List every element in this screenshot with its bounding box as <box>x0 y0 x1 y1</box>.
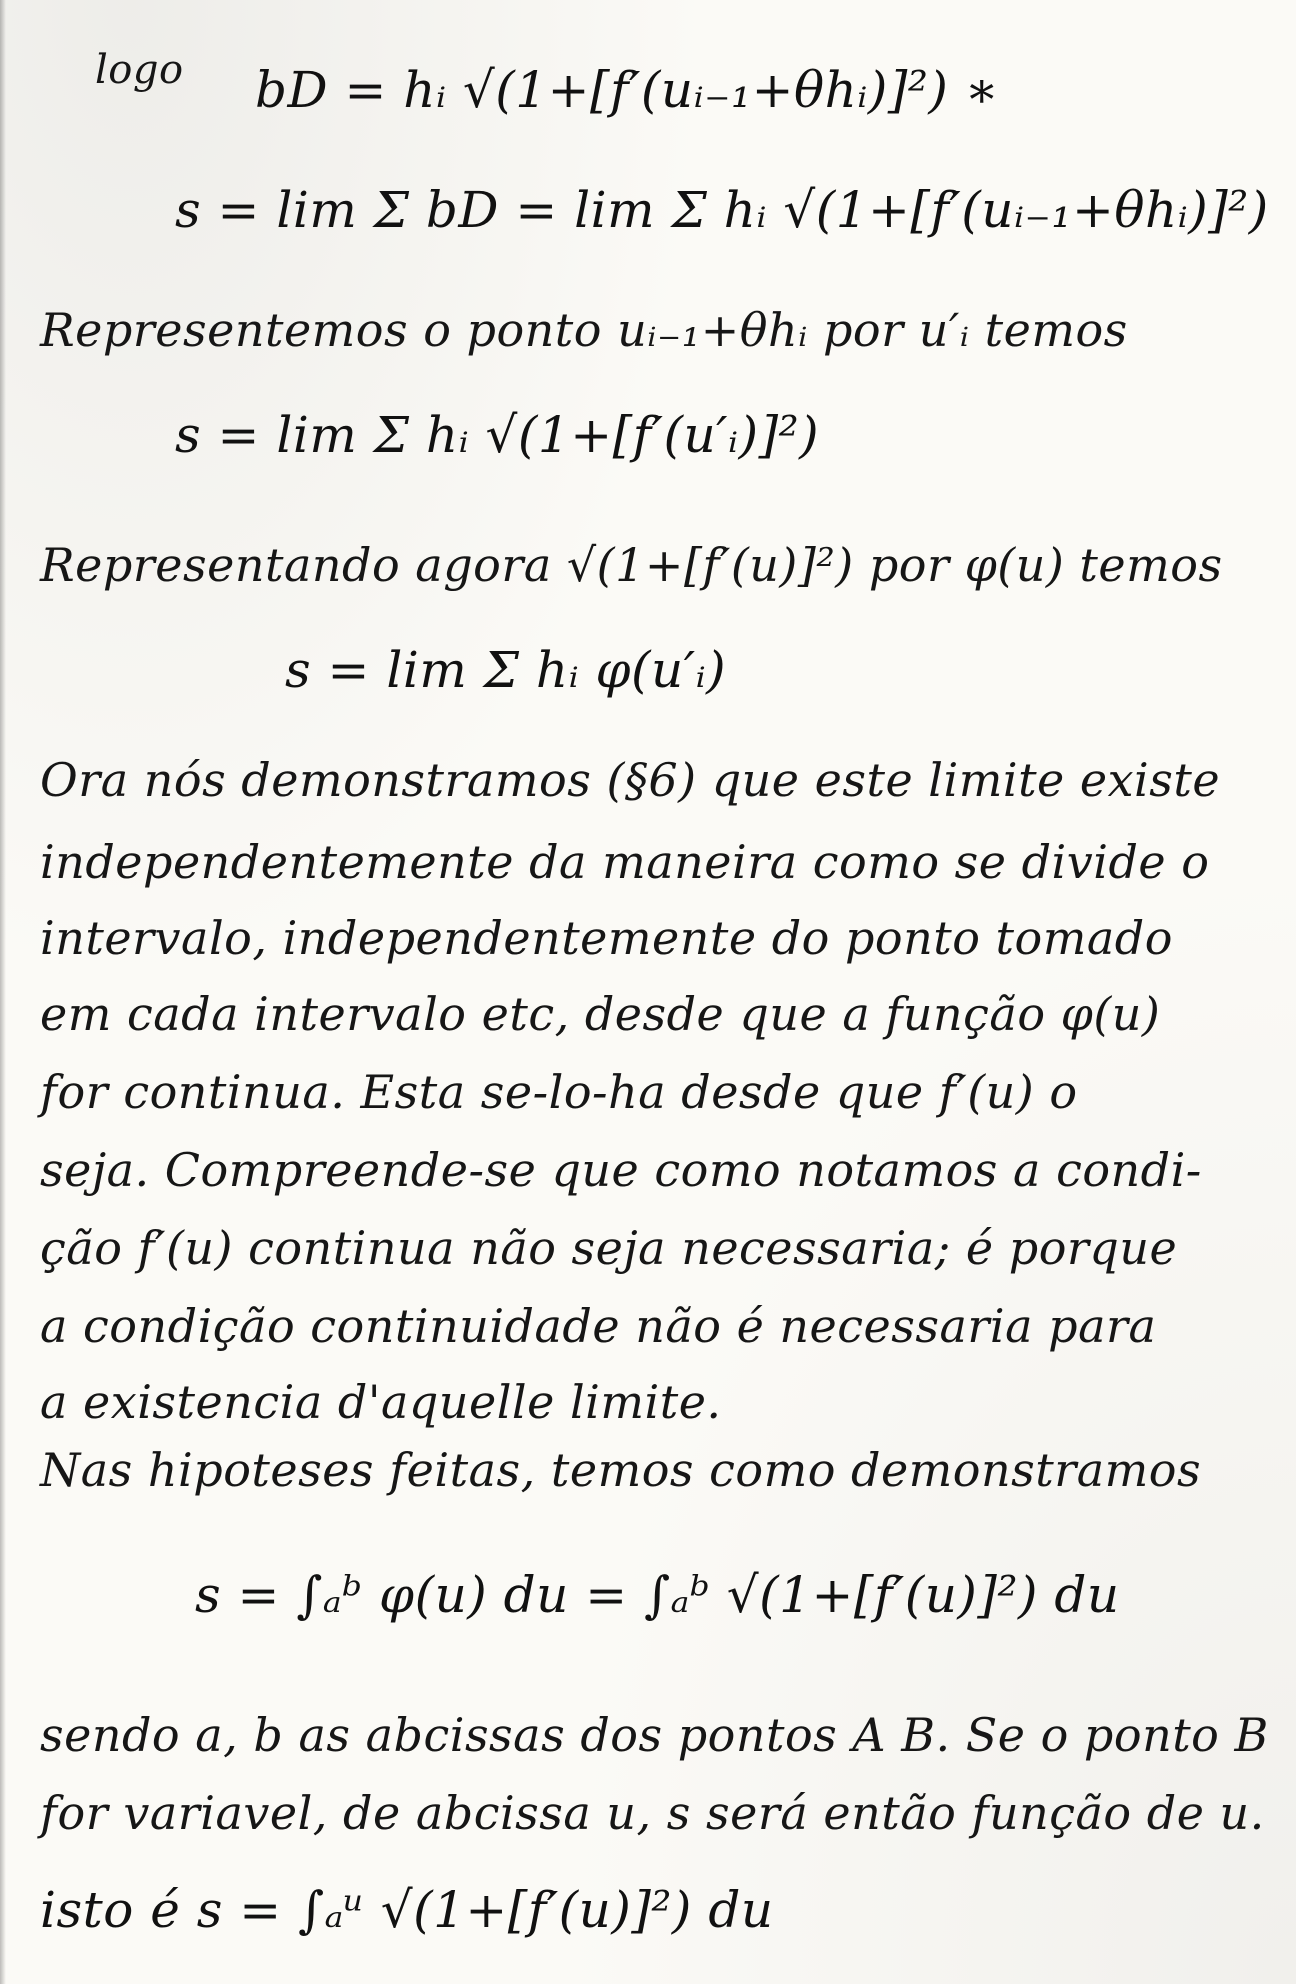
paragraph-line-09: a existencia d'aquelle limite. <box>40 1375 722 1429</box>
paragraph-line-06: seja. Compreende-se que como notamos a condi- <box>40 1143 1202 1197</box>
formula-integral-arc-length: s = ∫ₐᵇ φ(u) du = ∫ₐᵇ √(1+[f′(u)]²) du <box>195 1566 1120 1624</box>
text-line-hipoteses: Nas hipoteses feitas, temos como demonstramos <box>40 1443 1202 1497</box>
text-line-representemos: Representemos o ponto uᵢ₋₁+θhᵢ por u′ᵢ temos <box>40 303 1128 357</box>
paragraph-line-02: independentemente da maneira como se divide o <box>40 835 1210 889</box>
paragraph-line-05: for continua. Esta se-lo-ha desde que f′(u) o <box>40 1065 1078 1119</box>
formula-integral-variable-limit: isto é s = ∫ₐᵘ √(1+[f′(u)]²) du <box>40 1881 774 1939</box>
paragraph-line-07: ção f′(u) continua não seja necessaria; é porque <box>40 1221 1178 1275</box>
line-logo: logo <box>95 47 184 93</box>
text-line-sendo: sendo a, b as abcissas dos pontos A B. Se o ponto B <box>40 1708 1269 1762</box>
text-line-for-variavel: for variavel, de abcissa u, s será então função de u. <box>40 1786 1265 1840</box>
page-edge-shadow <box>0 0 6 1984</box>
text-line-representando: Representando agora √(1+[f′(u)]²) por φ(u) temos <box>40 538 1223 592</box>
paragraph-line-03: intervalo, independentemente do ponto tomado <box>40 911 1173 965</box>
paragraph-line-01: Ora nós demonstramos (§6) que este limite existe <box>40 753 1221 807</box>
formula-s-lim-sum-u-prime: s = lim Σ hᵢ √(1+[f′(u′ᵢ)]²) <box>175 406 820 464</box>
formula-s-lim-sum-phi: s = lim Σ hᵢ φ(u′ᵢ) <box>285 641 727 699</box>
paragraph-line-04: em cada intervalo etc, desde que a função φ(u) <box>40 987 1161 1041</box>
paragraph-line-08: a condição continuidade não é necessaria para <box>40 1299 1157 1353</box>
formula-s-lim-sum-bd: s = lim Σ bD = lim Σ hᵢ √(1+[f′(uᵢ₋₁+θhᵢ)]²) <box>175 181 1269 239</box>
formula-bd: bD = hᵢ √(1+[f′(uᵢ₋₁+θhᵢ)]²) ∗ <box>255 61 1000 119</box>
